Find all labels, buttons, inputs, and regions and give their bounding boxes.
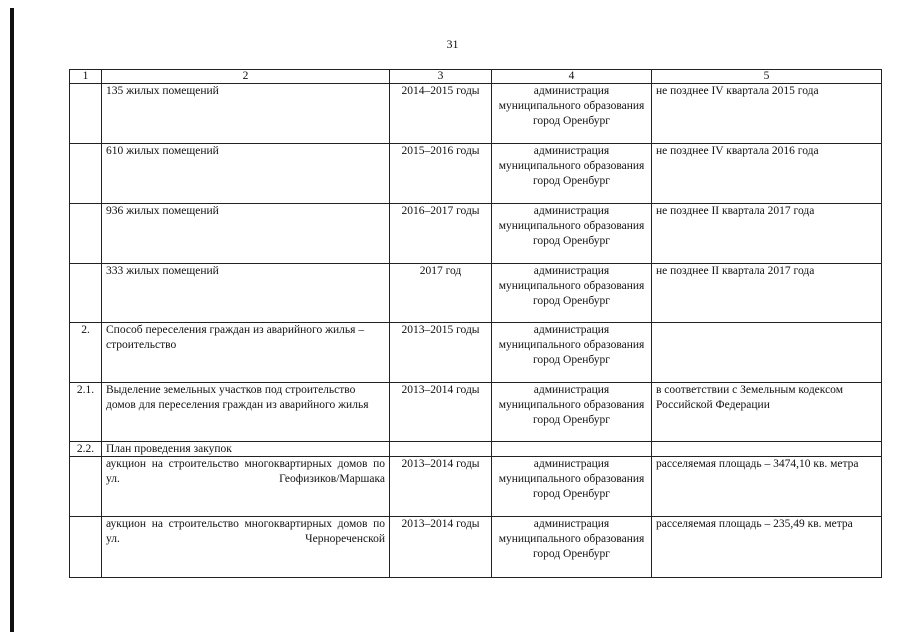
table-row: [70, 264, 882, 323]
column-executor-header: 4: [492, 70, 652, 84]
row-number: [70, 517, 102, 578]
row-term: в соответствии с Земельным кодексом Российской Федерации: [652, 383, 882, 442]
row-item: 333 жилых помещений: [102, 264, 390, 323]
scan-edge-mark: [10, 8, 14, 632]
row-number: [70, 264, 102, 323]
page-number: 31: [446, 37, 459, 51]
table-row: [70, 442, 882, 457]
column-period-header: 3: [390, 70, 492, 84]
row-period: 2013–2015 годы: [390, 323, 492, 383]
table-row: [70, 457, 882, 517]
row-executor: администрация муниципального образования город Оренбург: [492, 457, 652, 517]
row-term: расселяемая площадь – 3474,10 кв. метра: [652, 457, 882, 517]
row-number: 2.1.: [70, 383, 102, 442]
row-item: аукцион на строительство многоквартирных домов по ул. Геофизиков/Маршака: [102, 457, 390, 517]
table-row: [70, 383, 882, 442]
row-executor: администрация муниципального образования город Оренбург: [492, 323, 652, 383]
table-row: [70, 144, 882, 204]
row-period: 2013–2014 годы: [390, 517, 492, 578]
row-executor: администрация муниципального образования город Оренбург: [492, 84, 652, 144]
row-term: [652, 323, 882, 383]
row-executor: администрация муниципального образования город Оренбург: [492, 264, 652, 323]
row-executor: администрация муниципального образования город Оренбург: [492, 204, 652, 264]
row-item: План проведения закупок: [102, 442, 390, 457]
row-term: не позднее II квартала 2017 года: [652, 264, 882, 323]
row-period: 2013–2014 годы: [390, 383, 492, 442]
row-item: 936 жилых помещений: [102, 204, 390, 264]
row-executor: [492, 442, 652, 457]
row-term: [652, 442, 882, 457]
row-item: Способ переселения граждан из аварийного жилья – строительство: [102, 323, 390, 383]
row-term: не позднее IV квартала 2015 года: [652, 84, 882, 144]
row-period: 2013–2014 годы: [390, 457, 492, 517]
column-number-header: 1: [70, 70, 102, 84]
row-period: 2017 год: [390, 264, 492, 323]
row-period: 2016–2017 годы: [390, 204, 492, 264]
row-number: [70, 204, 102, 264]
row-term: не позднее II квартала 2017 года: [652, 204, 882, 264]
row-item: Выделение земельных участков под строительство домов для переселения граждан из аварийного жилья: [102, 383, 390, 442]
row-item: 135 жилых помещений: [102, 84, 390, 144]
program-table: [69, 69, 882, 578]
row-executor: администрация муниципального образования город Оренбург: [492, 144, 652, 204]
row-number: 2.: [70, 323, 102, 383]
row-number: [70, 144, 102, 204]
row-period: 2015–2016 годы: [390, 144, 492, 204]
row-item: аукцион на строительство многоквартирных домов по ул. Чернореченской: [102, 517, 390, 578]
table-row: [70, 517, 882, 578]
row-number: 2.2.: [70, 442, 102, 457]
table-header-row: [70, 70, 882, 84]
row-term: не позднее IV квартала 2016 года: [652, 144, 882, 204]
row-number: [70, 84, 102, 144]
table-row: [70, 204, 882, 264]
table-row: [70, 84, 882, 144]
column-item-header: 2: [102, 70, 390, 84]
table-row: [70, 323, 882, 383]
row-executor: администрация муниципального образования город Оренбург: [492, 383, 652, 442]
column-term-header: 5: [652, 70, 882, 84]
row-period: [390, 442, 492, 457]
row-term: расселяемая площадь – 235,49 кв. метра: [652, 517, 882, 578]
row-number: [70, 457, 102, 517]
row-item: 610 жилых помещений: [102, 144, 390, 204]
row-executor: администрация муниципального образования город Оренбург: [492, 517, 652, 578]
row-period: 2014–2015 годы: [390, 84, 492, 144]
